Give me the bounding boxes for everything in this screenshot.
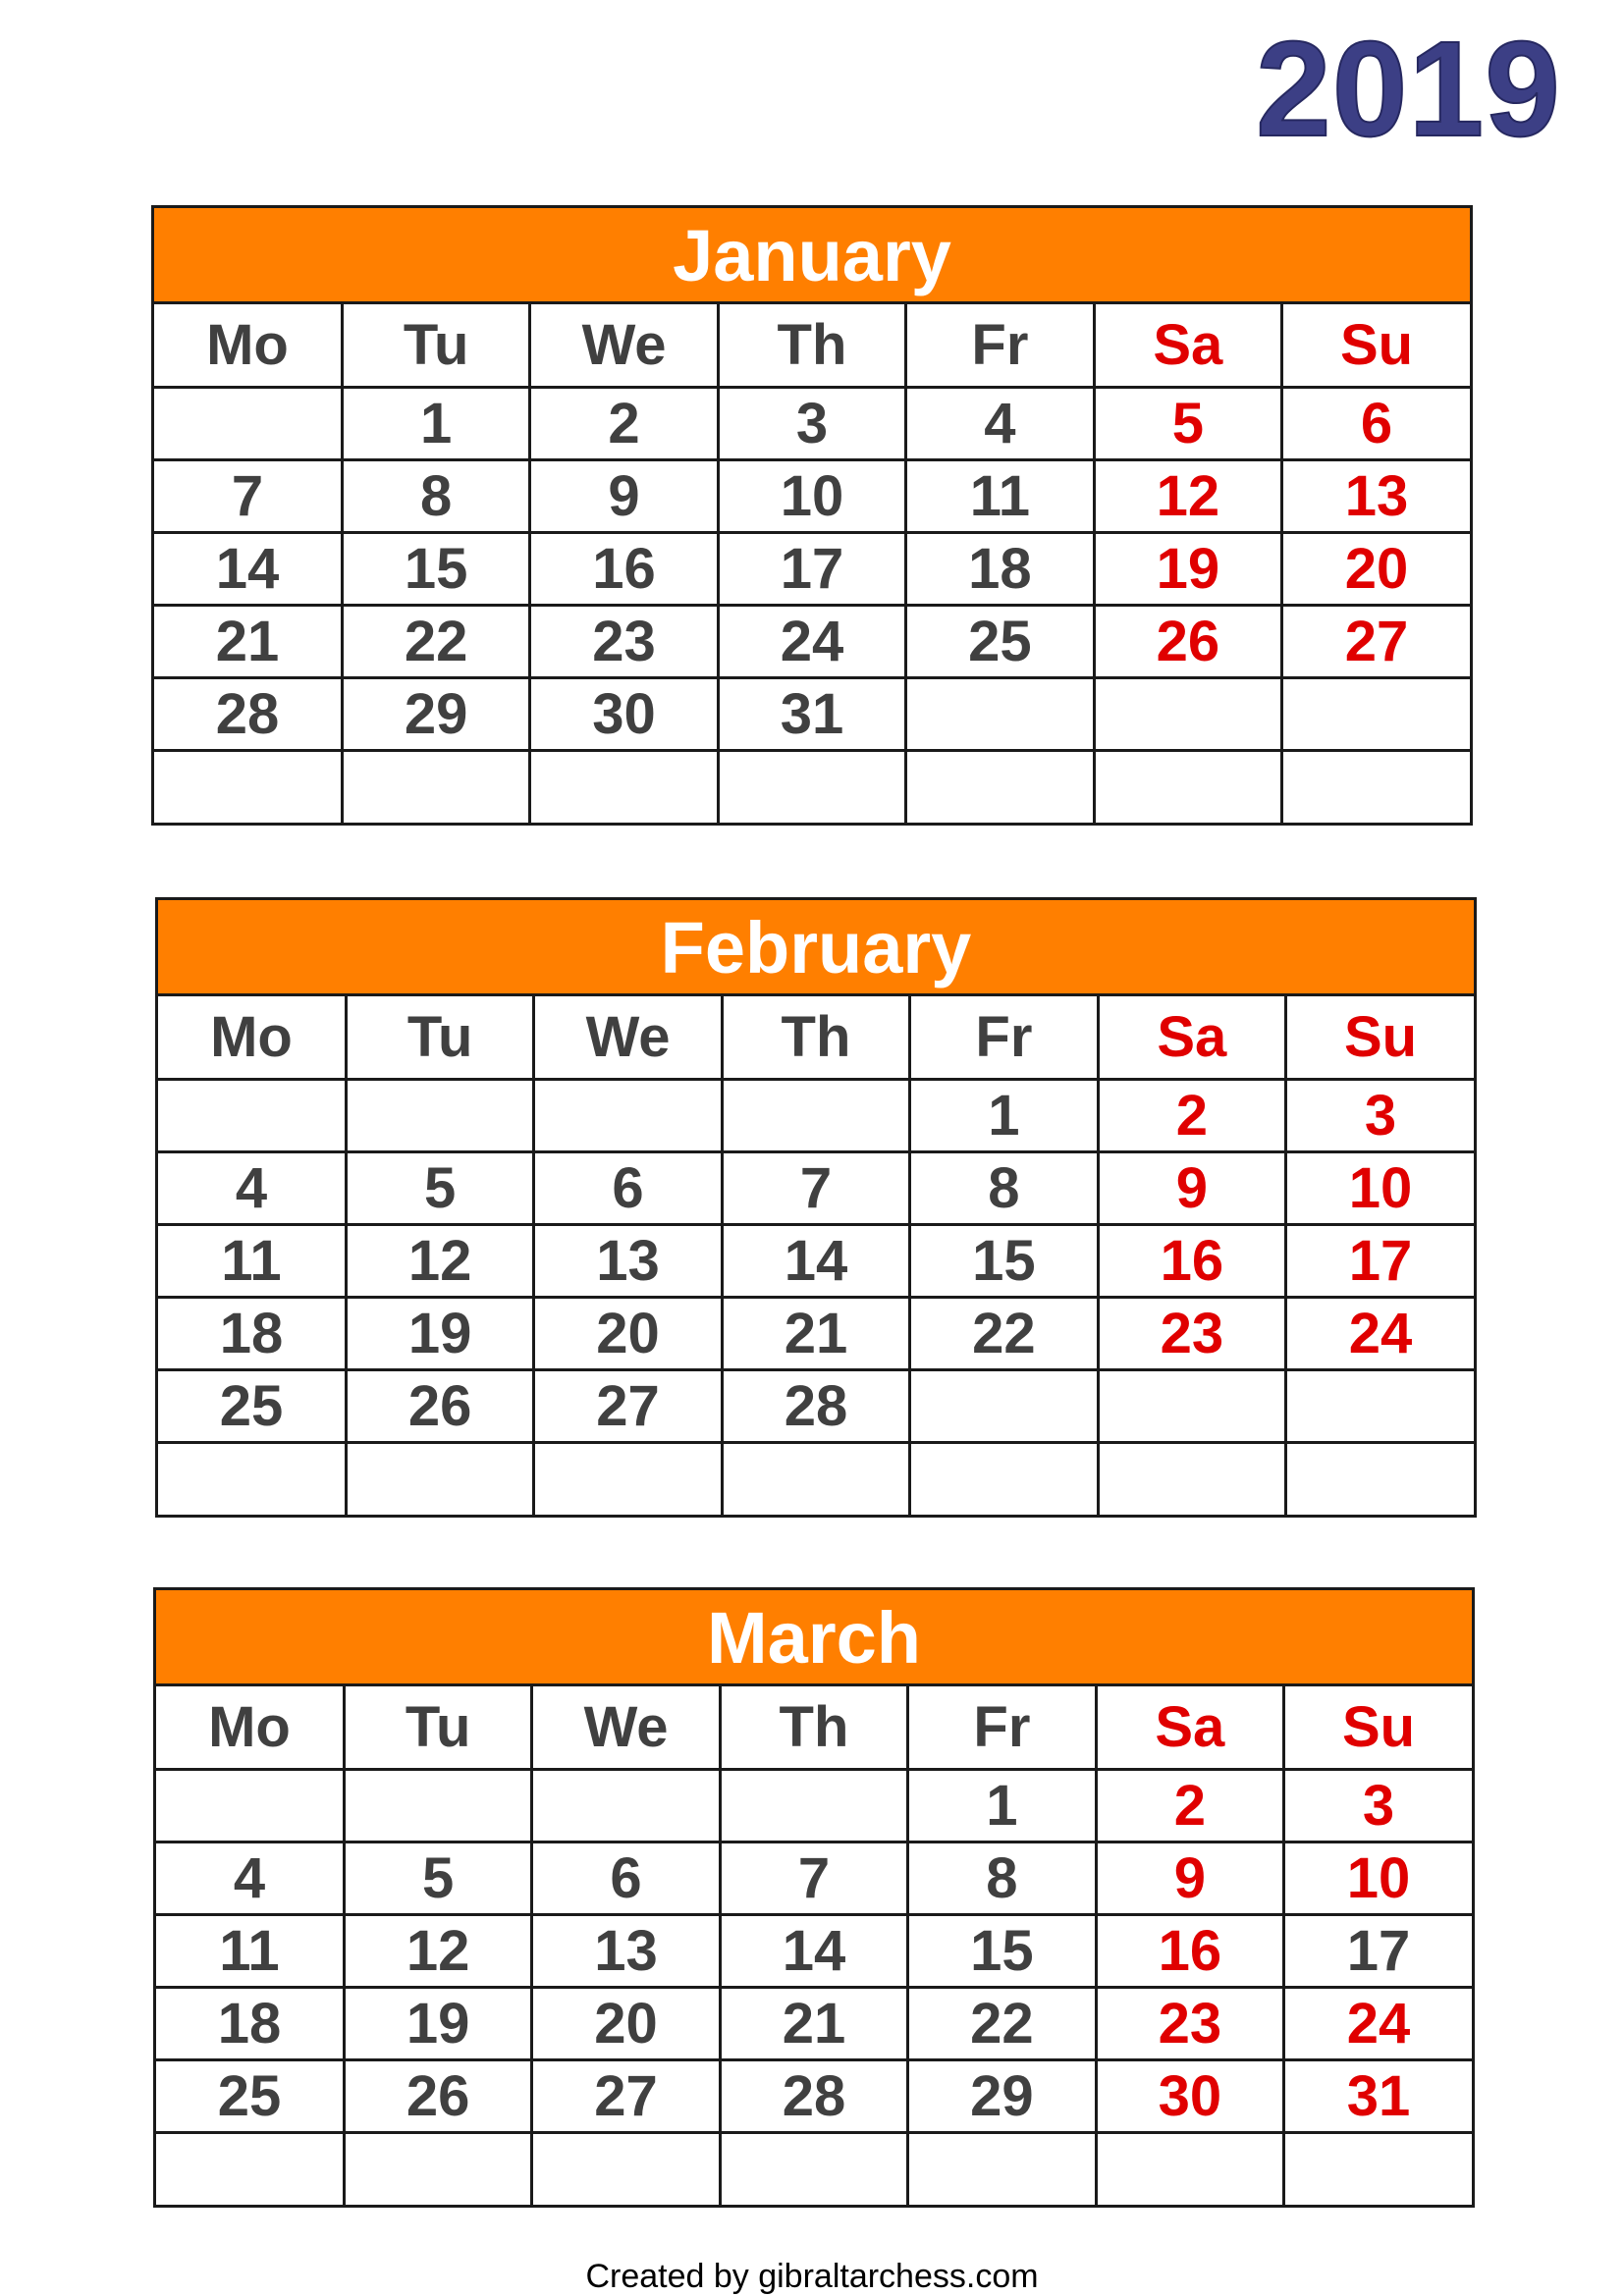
day-cell: 1 [342,387,529,459]
week-row [154,605,1470,677]
day-cell [720,2132,907,2205]
day-cell: 25 [906,605,1094,677]
day-cell: 21 [722,1297,909,1369]
day-cell: 29 [342,677,529,750]
day-cell: 16 [1096,1914,1283,1987]
weekday-label: Fr [910,996,1098,1079]
day-cell [158,1442,346,1515]
weekday-label: Mo [158,996,346,1079]
week-row [154,387,1470,459]
day-cell: 30 [530,677,718,750]
day-cell: 1 [908,1769,1096,1842]
day-cell [344,2132,531,2205]
day-cell [1286,1442,1474,1515]
day-cell: 15 [342,532,529,605]
week-row [154,459,1470,532]
day-cell: 19 [344,1987,531,2059]
day-cell [1282,677,1470,750]
day-cell: 2 [1098,1079,1285,1151]
day-cell: 10 [1284,1842,1472,1914]
week-row [156,1914,1472,1987]
weekday-label: Tu [346,996,533,1079]
week-row [158,1369,1474,1442]
calendar-grid [156,1686,1472,2205]
day-cell: 28 [720,2059,907,2132]
day-cell: 7 [720,1842,907,1914]
day-cell: 28 [722,1369,909,1442]
weekday-label: Th [722,996,909,1079]
day-cell: 25 [158,1369,346,1442]
day-cell: 20 [532,1987,720,2059]
day-cell: 23 [1096,1987,1283,2059]
day-cell [1098,1442,1285,1515]
day-cell: 11 [156,1914,344,1987]
footer-credit: Created by gibraltarchess.com [585,2258,1039,2295]
day-cell [532,2132,720,2205]
day-cell [910,1442,1098,1515]
day-cell [718,750,905,823]
weekday-label: We [532,1686,720,1769]
weekday-label: Tu [342,304,529,387]
weekday-label: Mo [156,1686,344,1769]
day-cell [906,677,1094,750]
weekday-label: Su [1282,304,1470,387]
day-cell: 26 [346,1369,533,1442]
day-cell: 4 [906,387,1094,459]
day-cell: 8 [910,1151,1098,1224]
weekday-label: We [530,304,718,387]
day-cell: 4 [158,1151,346,1224]
day-cell [1094,677,1281,750]
day-cell [906,750,1094,823]
week-row [158,1297,1474,1369]
day-cell: 17 [1286,1224,1474,1297]
day-cell: 25 [156,2059,344,2132]
day-cell: 10 [1286,1151,1474,1224]
day-cell: 20 [534,1297,722,1369]
day-cell [154,750,342,823]
day-cell: 13 [534,1224,722,1297]
day-cell: 24 [718,605,905,677]
day-cell: 27 [534,1369,722,1442]
day-cell: 20 [1282,532,1470,605]
day-cell: 16 [530,532,718,605]
day-cell: 3 [1286,1079,1474,1151]
week-row [158,1224,1474,1297]
day-cell: 5 [1094,387,1281,459]
day-cell: 12 [1094,459,1281,532]
week-row [156,2132,1472,2205]
day-cell: 13 [1282,459,1470,532]
day-cell [344,1769,531,1842]
day-cell: 23 [1098,1297,1285,1369]
day-cell: 11 [158,1224,346,1297]
day-cell: 22 [910,1297,1098,1369]
day-cell: 17 [1284,1914,1472,1987]
day-cell: 11 [906,459,1094,532]
day-cell: 12 [344,1914,531,1987]
day-cell: 26 [1094,605,1281,677]
day-cell [1286,1369,1474,1442]
day-cell [534,1079,722,1151]
weekday-label: Sa [1096,1686,1283,1769]
week-row [158,1151,1474,1224]
weekday-header-row [156,1686,1472,1769]
day-cell: 19 [346,1297,533,1369]
day-cell: 4 [156,1842,344,1914]
day-cell [1094,750,1281,823]
weekday-label: Sa [1094,304,1281,387]
day-cell: 16 [1098,1224,1285,1297]
weekday-label: Tu [344,1686,531,1769]
day-cell: 23 [530,605,718,677]
month-title: January [154,208,1470,304]
day-cell [910,1369,1098,1442]
day-cell: 14 [154,532,342,605]
weekday-label: Th [718,304,905,387]
day-cell: 6 [532,1842,720,1914]
weekday-label: Fr [906,304,1094,387]
day-cell [158,1079,346,1151]
day-cell: 12 [346,1224,533,1297]
day-cell [1284,2132,1472,2205]
calendar-grid [154,304,1470,823]
day-cell: 27 [532,2059,720,2132]
day-cell: 27 [1282,605,1470,677]
day-cell [346,1442,533,1515]
month-february [155,897,1477,1518]
weekday-header-row [154,304,1470,387]
day-cell [342,750,529,823]
day-cell: 18 [158,1297,346,1369]
week-row [154,677,1470,750]
day-cell [720,1769,907,1842]
day-cell: 19 [1094,532,1281,605]
day-cell: 6 [1282,387,1470,459]
week-row [156,1842,1472,1914]
day-cell [722,1079,909,1151]
month-title: February [158,900,1474,996]
day-cell: 21 [720,1987,907,2059]
day-cell: 2 [1096,1769,1283,1842]
weekday-label: Th [720,1686,907,1769]
day-cell: 2 [530,387,718,459]
day-cell: 15 [908,1914,1096,1987]
day-cell: 9 [530,459,718,532]
day-cell [908,2132,1096,2205]
day-cell: 14 [720,1914,907,1987]
week-row [156,2059,1472,2132]
day-cell [156,1769,344,1842]
day-cell: 5 [346,1151,533,1224]
day-cell: 31 [718,677,905,750]
day-cell: 31 [1284,2059,1472,2132]
day-cell: 24 [1286,1297,1474,1369]
day-cell: 22 [908,1987,1096,2059]
day-cell: 7 [722,1151,909,1224]
day-cell: 17 [718,532,905,605]
day-cell: 8 [908,1842,1096,1914]
weekday-label: Su [1286,996,1474,1079]
day-cell: 18 [906,532,1094,605]
day-cell: 28 [154,677,342,750]
weekday-label: Su [1284,1686,1472,1769]
week-row [156,1987,1472,2059]
day-cell [532,1769,720,1842]
day-cell: 22 [342,605,529,677]
week-row [154,532,1470,605]
month-march [153,1587,1475,2208]
day-cell: 3 [718,387,905,459]
weekday-label: We [534,996,722,1079]
month-january [151,205,1473,826]
month-title: March [156,1590,1472,1686]
day-cell [1282,750,1470,823]
year-title: 2019 [1256,14,1561,165]
day-cell: 10 [718,459,905,532]
day-cell: 1 [910,1079,1098,1151]
day-cell: 13 [532,1914,720,1987]
day-cell: 15 [910,1224,1098,1297]
day-cell: 18 [156,1987,344,2059]
day-cell [1098,1369,1285,1442]
week-row [154,750,1470,823]
day-cell: 8 [342,459,529,532]
day-cell: 7 [154,459,342,532]
day-cell [534,1442,722,1515]
day-cell: 3 [1284,1769,1472,1842]
calendar-grid [158,996,1474,1515]
day-cell: 26 [344,2059,531,2132]
day-cell: 30 [1096,2059,1283,2132]
weekday-label: Sa [1098,996,1285,1079]
day-cell [154,387,342,459]
weekday-label: Fr [908,1686,1096,1769]
day-cell: 6 [534,1151,722,1224]
day-cell [530,750,718,823]
day-cell [722,1442,909,1515]
day-cell: 9 [1098,1151,1285,1224]
day-cell [1096,2132,1283,2205]
week-row [156,1769,1472,1842]
day-cell: 9 [1096,1842,1283,1914]
week-row [158,1079,1474,1151]
weekday-label: Mo [154,304,342,387]
day-cell: 24 [1284,1987,1472,2059]
week-row [158,1442,1474,1515]
day-cell: 21 [154,605,342,677]
day-cell: 5 [344,1842,531,1914]
weekday-header-row [158,996,1474,1079]
day-cell: 29 [908,2059,1096,2132]
day-cell [156,2132,344,2205]
day-cell: 14 [722,1224,909,1297]
day-cell [346,1079,533,1151]
